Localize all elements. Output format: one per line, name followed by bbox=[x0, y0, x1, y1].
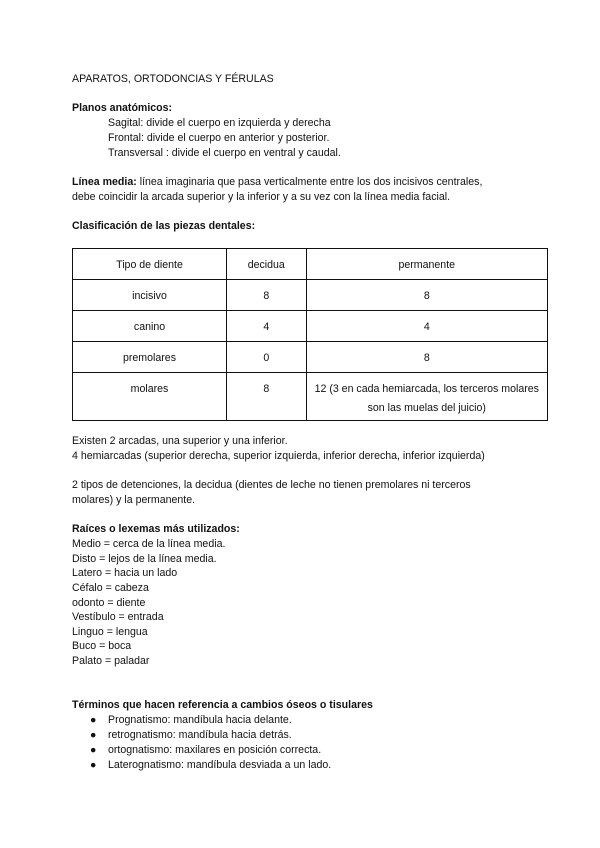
raiz-item: Palato = paladar bbox=[72, 655, 150, 667]
table-cell: 8 bbox=[306, 342, 547, 373]
bullet-icon: ● bbox=[90, 714, 97, 726]
raiz-item: Latero = hacia un lado bbox=[72, 567, 178, 579]
molares-perm-line2: son las muelas del juicio) bbox=[367, 402, 486, 414]
table-row bbox=[73, 342, 548, 373]
raiz-item: Linguo = lengua bbox=[72, 626, 148, 638]
bullet-icon: ● bbox=[90, 744, 97, 756]
clasificacion-heading: Clasificación de las piezas dentales: bbox=[72, 220, 256, 232]
table-cell: premolares bbox=[73, 342, 227, 373]
table-row bbox=[73, 311, 548, 342]
table-row bbox=[73, 373, 548, 421]
detenciones-line-1: 2 tipos de detenciones, la decidua (dientes de leche no tienen premolares ni terceros bbox=[72, 479, 471, 491]
linea-media-text1: línea imaginaria que pasa verticalmente entre los dos incisivos centrales, bbox=[136, 176, 483, 188]
linea-media-para-2: debe coincidir la arcada superior y la inferior y a su vez con la línea media facial. bbox=[72, 191, 451, 203]
list-item-text: retrognatismo: mandíbula hacia detrás. bbox=[108, 729, 292, 741]
table-header-cell: decidua bbox=[227, 249, 307, 280]
detenciones-line-2: molares) y la permanente. bbox=[72, 494, 196, 506]
table-header-cell: Tipo de diente bbox=[73, 249, 227, 280]
teeth-table bbox=[72, 248, 548, 421]
bullet-icon: ● bbox=[90, 729, 97, 741]
raices-heading: Raíces o lexemas más utilizados: bbox=[72, 523, 240, 535]
molares-perm-line1: 12 (3 en cada hemiarcada, los terceros molares bbox=[314, 383, 539, 395]
table-cell: 8 bbox=[227, 280, 307, 311]
table-cell: 8 bbox=[227, 373, 307, 421]
list-item bbox=[72, 758, 331, 773]
terminos-heading: Términos que hacen referencia a cambios óseos o tisulares bbox=[72, 699, 373, 711]
raiz-item: Céfalo = cabeza bbox=[72, 582, 149, 594]
list-item bbox=[72, 728, 331, 743]
linea-media-label: Línea media: bbox=[72, 176, 137, 188]
linea-media-para-1 bbox=[72, 175, 482, 189]
plano-transversal: Transversal : divide el cuerpo en ventral y caudal. bbox=[108, 147, 341, 159]
list-item bbox=[72, 713, 331, 728]
table-cell: 8 bbox=[306, 280, 547, 311]
arcadas-line: Existen 2 arcadas, una superior y una inferior. bbox=[72, 435, 288, 447]
plano-sagital: Sagital: divide el cuerpo en izquierda y derecha bbox=[108, 117, 331, 129]
document-title: APARATOS, ORTODONCIAS Y FÉRULAS bbox=[72, 73, 274, 85]
raiz-item: Disto = lejos de la línea media. bbox=[72, 553, 217, 565]
raiz-item: Buco = boca bbox=[72, 640, 132, 652]
table-cell: 4 bbox=[227, 311, 307, 342]
table-cell: molares bbox=[73, 373, 227, 421]
list-item bbox=[72, 743, 331, 758]
list-item-text: ortognatismo: maxilares en posición correcta. bbox=[108, 744, 322, 756]
plano-frontal: Frontal: divide el cuerpo en anterior y posterior. bbox=[108, 132, 330, 144]
raiz-item: Vestíbulo = entrada bbox=[72, 611, 164, 623]
table-cell-molares-permanente bbox=[306, 373, 547, 421]
table-cell: 0 bbox=[227, 342, 307, 373]
table-header-row bbox=[73, 249, 548, 280]
table-header-cell: permanente bbox=[306, 249, 547, 280]
hemiarcadas-line: 4 hemiarcadas (superior derecha, superior izquierda, inferior derecha, inferior izquierda) bbox=[72, 450, 485, 462]
raiz-item: Medio = cerca de la línea media. bbox=[72, 538, 226, 550]
raiz-item: odonto = diente bbox=[72, 597, 146, 609]
table-cell: incisivo bbox=[73, 280, 227, 311]
list-item-text: Prognatismo: mandíbula hacia delante. bbox=[108, 714, 292, 726]
planos-heading: Planos anatómicos: bbox=[72, 102, 173, 114]
table-cell: canino bbox=[73, 311, 227, 342]
list-item-text: Laterognatismo: mandíbula desviada a un lado. bbox=[108, 759, 332, 771]
terminos-list bbox=[72, 713, 331, 773]
bullet-icon: ● bbox=[90, 759, 97, 771]
table-cell: 4 bbox=[306, 311, 547, 342]
table-row bbox=[73, 280, 548, 311]
